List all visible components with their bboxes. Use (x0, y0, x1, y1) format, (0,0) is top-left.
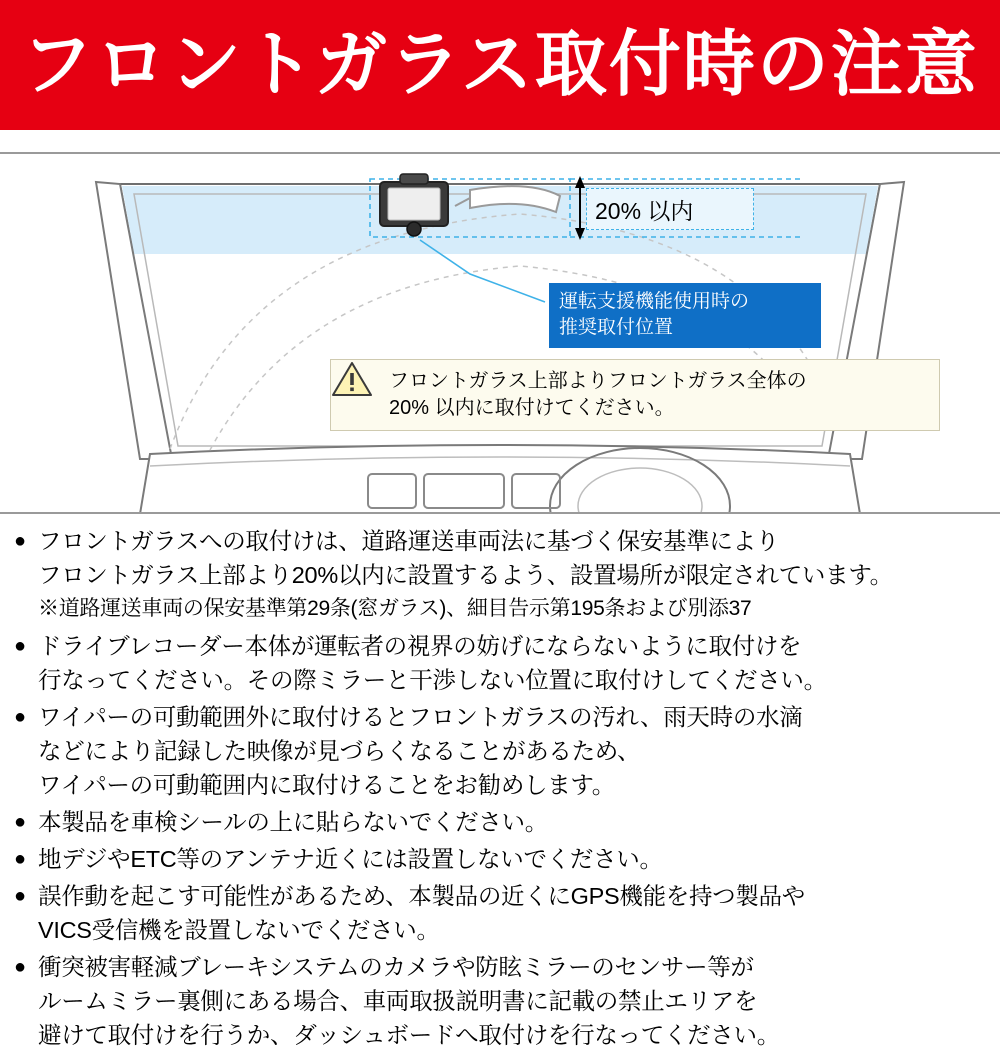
note-subline: ※道路運送車両の保安基準第29条(窓ガラス)、細目告示第195条および別添37 (38, 597, 752, 620)
note-line: 誤作動を起こす可能性があるため、本製品の近くにGPS機能を持つ製品や (38, 883, 805, 909)
list-item (14, 950, 986, 1052)
note-line: 行なってください。その際ミラーと干渉しない位置に取付けしてください。 (38, 667, 827, 693)
callout-recommended-line1: 運転支援機能使用時の (559, 291, 750, 312)
note-text (38, 879, 805, 947)
note-line: ワイパーの可動範囲内に取付けることをお勧めします。 (38, 772, 615, 798)
list-item (14, 842, 986, 876)
list-item (14, 805, 986, 839)
list-item (14, 629, 986, 697)
note-line: 本製品を車検シールの上に貼らないでください。 (38, 809, 548, 835)
note-line: ドライブレコーダー本体が運転者の視界の妨げにならないように取付けを (38, 633, 802, 659)
windshield-illustration (0, 152, 1000, 514)
callout-warning-box (330, 359, 940, 431)
list-item (14, 700, 986, 802)
note-line: フロントガラスへの取付けは、道路運送車両法に基づく保安基準により (38, 528, 779, 554)
bullet-icon: ● (14, 885, 27, 907)
note-text (38, 950, 780, 1052)
note-line: フロントガラス上部より20%以内に設置するよう、設置場所が限定されています。 (38, 562, 893, 588)
list-item (14, 879, 986, 947)
page-title: フロントガラス取付時の注意 (21, 25, 979, 105)
callout-recommended-line2: 推奨取付位置 (559, 316, 674, 338)
bullet-icon: ● (14, 811, 27, 833)
car-interior-drawing (0, 154, 1000, 514)
list-item (14, 524, 986, 626)
note-text (38, 629, 827, 697)
note-line: などにより記録した映像が見づらくなることがあるため、 (38, 738, 641, 764)
bullet-icon: ● (14, 635, 27, 657)
note-line: VICS受信機を設置しないでください。 (38, 917, 440, 943)
note-line: ワイパーの可動範囲外に取付けるとフロントガラスの汚れ、雨天時の水滴 (38, 704, 803, 730)
label-20-percent: 20% 以内 (586, 188, 754, 230)
bullet-icon: ● (14, 706, 27, 728)
note-text (38, 805, 548, 839)
bullet-icon: ● (14, 956, 27, 978)
note-text (38, 700, 802, 802)
callout-recommended-position (549, 283, 821, 348)
bullet-icon: ● (14, 530, 27, 552)
callout-warning-line1: フロントガラス上部よりフロントガラス全体の (389, 370, 807, 392)
note-line: 衝突被害軽減ブレーキシステムのカメラや防眩ミラーのセンサー等が (38, 954, 754, 980)
callout-warning-text (387, 368, 807, 422)
note-text (38, 842, 663, 876)
note-line: 地デジやETC等のアンテナ近くには設置しないでください。 (38, 846, 663, 872)
callout-warning-line2: 20% 以内に取付けてください。 (389, 397, 675, 419)
note-line: ルームミラー裏側にある場合、車両取扱説明書に記載の禁止エリアを (38, 988, 758, 1014)
notes-list (0, 512, 1000, 1055)
page-header-banner (0, 0, 1000, 130)
note-line: 避けて取付けを行うか、ダッシュボードへ取付けを行なってください。 (38, 1022, 780, 1048)
bullet-icon: ● (14, 848, 27, 870)
note-text (38, 524, 893, 626)
